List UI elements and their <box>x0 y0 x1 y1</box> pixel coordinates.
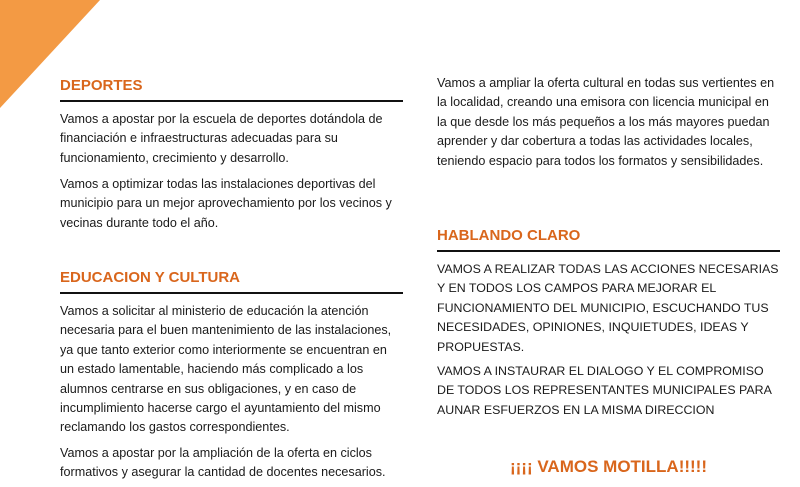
hablando-claro-paragraph-2: VAMOS A INSTAURAR EL DIALOGO Y EL COMPROMISO DE TODOS LOS REPRESENTANTES MUNICIPALES PARA AUNAR ESFUERZOS EN LA MISMA DIRECCION <box>437 364 772 417</box>
hablando-claro-paragraph-1: VAMOS A REALIZAR TODAS LAS ACCIONES NECESARIAS Y EN TODOS LOS CAMPOS PARA MEJORAR EL FUNCIONAMIENTO DEL MUNICIPIO, ESCUCHANDO TUS NECESIDADES, OPINIONES, INQUIETUDES, IDEAS Y PROPUESTAS. <box>437 262 779 354</box>
hablando-claro-heading: HABLANDO CLARO <box>437 227 780 252</box>
educacion-heading: EDUCACION Y CULTURA <box>60 269 403 294</box>
slogan: ¡¡¡¡ VAMOS MOTILLA!!!!! <box>509 457 707 476</box>
educacion-paragraph-1: Vamos a solicitar al ministerio de educación la atención necesaria para el buen mantenimiento de las instalaciones, ya que tanto exterior como interiormente se encuentran en un estado lamentable, haciendo más complicado a los alumnos centrarse en sus obligaciones, y en caso de incumplimiento hacerse cargo el ayuntamiento del mismo reclamando los gastos correspondientes. <box>60 304 392 435</box>
educacion-paragraph-2: Vamos a apostar por la ampliación de la oferta en ciclos formativos y asegurar la cantidad de docentes necesarios. <box>60 446 386 480</box>
cultura-paragraph: Vamos a ampliar la oferta cultural en todas sus vertientes en la localidad, creando una emisora con licencia municipal en la que desde los más pequeños a los más mayores puedan aprender y dar cobertura a todas las actividades locales, teniendo espacio para todos los formatos y sensibilidades. <box>437 76 775 168</box>
deportes-paragraph-2: Vamos a optimizar todas las instalaciones deportivas del municipio para un mejor aprovechamiento por los vecinos y vecinas durante todo el año. <box>60 177 392 230</box>
deportes-paragraph-1: Vamos a apostar por la escuela de deportes dotándola de financiación e infraestructuras adecuadas para su funcionamiento, crecimiento y desarrollo. <box>60 112 383 165</box>
deportes-heading: DEPORTES <box>60 77 403 102</box>
